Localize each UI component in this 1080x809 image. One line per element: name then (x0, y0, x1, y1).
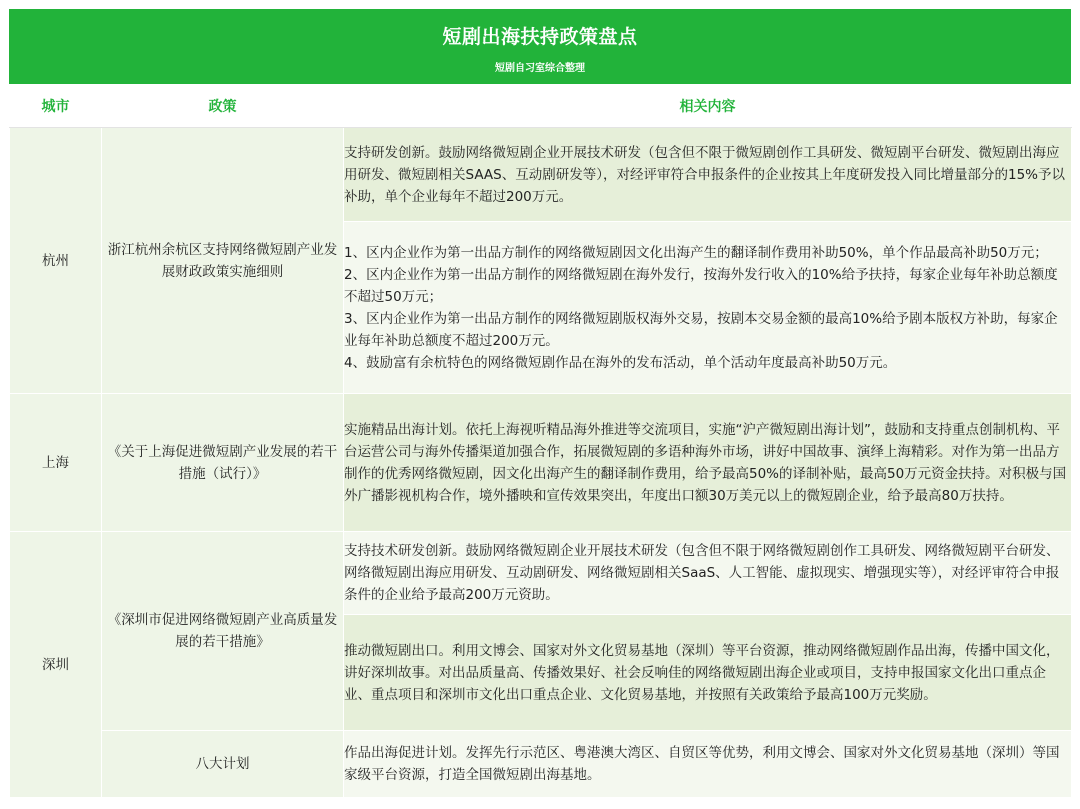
policy-cell-shenzhen: 《深圳市促进网络微短剧产业高质量发展的若干措施》 (102, 532, 344, 731)
content-item: 4、鼓励富有余杭特色的网络微短剧作品在海外的发布活动，单个活动年度最高补助50万元。 (344, 354, 897, 371)
content-cell (344, 222, 1072, 394)
content-cell: 支持技术研发创新。鼓励网络微短剧企业开展技术研发（包含但不限于网络微短剧创作工具研发、网络微短剧平台研发、网络微短剧出海应用研发、互动剧研发、网络微短剧相关SaaS、人工智能、虚拟现实、增强现实等），对经评审符合申报条件的企业给予最高200万元资助。 (344, 532, 1072, 615)
city-cell-shenzhen: 深圳 (10, 532, 102, 798)
table-row (10, 731, 1072, 798)
table-row (10, 394, 1072, 532)
content-cell: 作品出海促进计划。发挥先行示范区、粤港澳大湾区、自贸区等优势，利用文博会、国家对外文化贸易基地（深圳）等国家级平台资源，打造全国微短剧出海基地。 (344, 731, 1072, 798)
policy-cell-shanghai: 《关于上海促进微短剧产业发展的若干措施（试行）》 (102, 394, 344, 532)
city-cell-hangzhou: 杭州 (10, 128, 102, 394)
content-cell: 推动微短剧出口。利用文博会、国家对外文化贸易基地（深圳）等平台资源，推动网络微短剧作品出海，传播中国文化，讲好深圳故事。对出品质量高、传播效果好、社会反响佳的网络微短剧出海企业或项目，支持申报国家文化出口重点企业、重点项目和深圳市文化出口重点企业、文化贸易基地，并按照有关政策给予最高100万元奖励。 (344, 615, 1072, 731)
column-header-city: 城市 (10, 87, 102, 128)
content-item: 1、区内企业作为第一出品方制作的网络微短剧因文化出海产生的翻译制作费用补助50%，单个作品最高补助50万元； (344, 244, 1048, 261)
column-header-content: 相关内容 (344, 87, 1072, 128)
policy-table (9, 86, 1072, 798)
content-cell: 实施精品出海计划。依托上海视听精品海外推进等交流项目，实施“沪产微短剧出海计划”，鼓励和支持重点创制机构、平台运营公司与海外传播渠道加强合作，拓展微短剧的多语种海外市场，讲好中国故事、演绎上海精彩。对作为第一出品方制作的优秀网络微短剧，因文化出海产生的翻译制作费用，给予最高50%的译制补贴，最高50万元资金扶持。对积极与国外广播影视机构合作，境外播映和宣传效果突出，年度出口额30万美元以上的微短剧企业，给予最高80万扶持。 (344, 394, 1072, 532)
city-cell-shanghai: 上海 (10, 394, 102, 532)
content-item: 3、区内企业作为第一出品方制作的网络微短剧版权海外交易，按剧本交易金额的最高10%给予剧本版权方补助，每家企业每年补助总额度不超过200万元。 (344, 310, 1058, 349)
title-banner (9, 9, 1071, 84)
page-title: 短剧出海扶持政策盘点 (442, 26, 638, 48)
content-item: 2、区内企业作为第一出品方制作的网络微短剧在海外发行，按海外发行收入的10%给予扶持，每家企业每年补助总额度不超过50万元； (344, 266, 1058, 305)
table-header-row (10, 87, 1072, 128)
table-row (10, 532, 1072, 615)
page-subtitle: 短剧自习室综合整理 (495, 63, 585, 74)
policy-cell-shenzhen-plan: 八大计划 (102, 731, 344, 798)
content-cell: 支持研发创新。鼓励网络微短剧企业开展技术研发（包含但不限于微短剧创作工具研发、微短剧平台研发、微短剧出海应用研发、微短剧相关SAAS、互动剧研发等），对经评审符合申报条件的企业按其上年度研发投入同比增量部分的15%予以补助，单个企业每年不超过200万元。 (344, 128, 1072, 222)
policy-cell-hangzhou: 浙江杭州余杭区支持网络微短剧产业发展财政政策实施细则 (102, 128, 344, 394)
table-row (10, 128, 1072, 222)
column-header-policy: 政策 (102, 87, 344, 128)
